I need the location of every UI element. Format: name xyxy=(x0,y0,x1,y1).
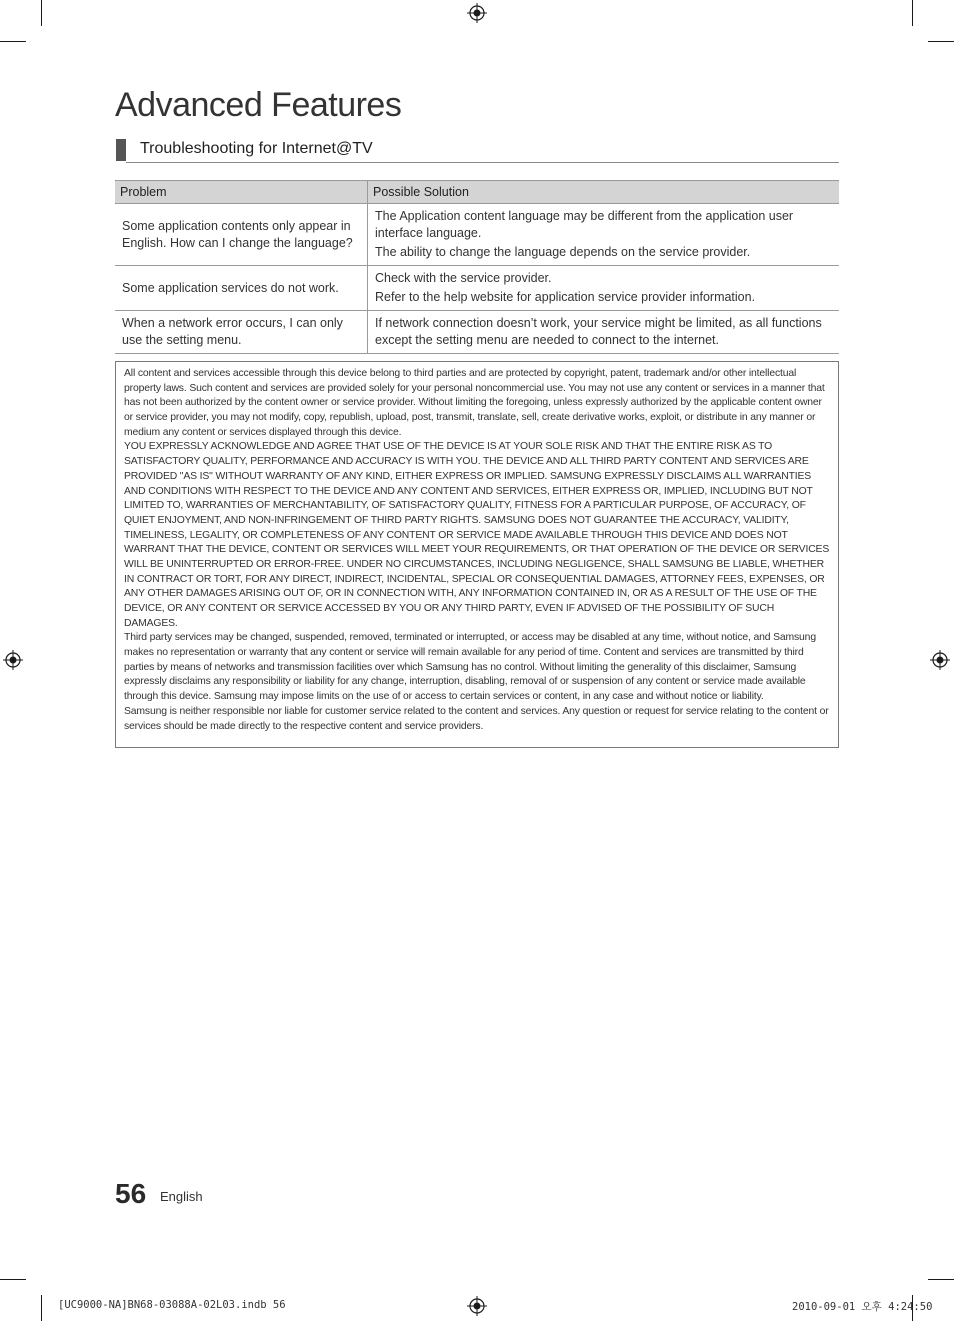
problem-cell: When a network error occurs, I can only use the setting menu. xyxy=(115,311,368,354)
registration-mark-icon xyxy=(467,3,487,23)
registration-mark-icon xyxy=(930,650,950,670)
table-row xyxy=(115,204,839,266)
solution-text: Refer to the help website for application service provider information. xyxy=(375,290,756,304)
column-header-problem: Problem xyxy=(115,181,368,204)
crop-mark-icon xyxy=(0,41,26,42)
disclaimer-paragraph: All content and services accessible through this device belong to third parties and are protected by copyright, patent, trademark and/or other intellectual property laws. Such content and services are provided solely for your personal noncommercial use. You may not use any content or services in a manner that has not been authorized by the content owner or service provider. Without limiting the foregoing, unless expressly authorized by the applicable content owner or service provider, you may not modify, copy, republish, upload, post, transmit, translate, sell, create derivative works, exploit, or distribute in any manner or medium any content or services displayed through this device. xyxy=(124,368,825,438)
problem-cell: Some application services do not work. xyxy=(115,266,368,311)
table-row xyxy=(115,266,839,311)
problem-cell: Some application contents only appear in English. How can I change the language? xyxy=(115,204,368,266)
registration-mark-icon xyxy=(467,1296,487,1316)
section-marker xyxy=(116,139,126,161)
page-title: Advanced Features xyxy=(115,86,402,124)
solution-text: If network connection doesn’t work, your service might be limited, as all functions except the setting menu are needed to connect to the internet. xyxy=(375,316,822,347)
column-header-solution: Possible Solution xyxy=(368,181,840,204)
crop-mark-icon xyxy=(912,0,913,26)
solution-cell xyxy=(368,266,840,311)
page-language: English xyxy=(160,1189,203,1204)
registration-mark-icon xyxy=(3,650,23,670)
disclaimer-paragraph: Samsung is neither responsible nor liable for customer service related to the content and services. Any question or request for service relating to the content or services should be made directly to the respective content and service providers. xyxy=(124,705,829,732)
print-timestamp: 2010-09-01 오후 4:24:50 xyxy=(792,1301,933,1313)
crop-mark-icon xyxy=(928,41,954,42)
table-header-row xyxy=(115,181,839,204)
solution-cell xyxy=(368,204,840,266)
troubleshooting-table xyxy=(115,180,839,354)
disclaimer-paragraph: YOU EXPRESSLY ACKNOWLEDGE AND AGREE THAT USE OF THE DEVICE IS AT YOUR SOLE RISK AND THAT THE ENTIRE RISK AS TO SATISFACTORY QUALITY, PERFORMANCE AND ACCURACY IS WITH YOU. THE DEVICE AND ALL THIRD PARTY CONTENT AND SERVICES ARE PROVIDED "AS IS" WITHOUT WARRANTY OF ANY KIND, EITHER EXPRESS OR IMPLIED. SAMSUNG EXPRESSLY DISCLAIMS ALL WARRANTIES AND CONDITIONS WITH RESPECT TO THE DEVICE AND ANY CONTENT AND SERVICES, EITHER EXPRESS OR, IMPLIED, INCLUDING BUT NOT LIMITED TO, WARRANTIES OF MERCHANTABILITY, OF SATISFACTORY QUALITY, FITNESS FOR A PARTICULAR PURPOSE, OF ACCURACY, OF QUIET ENJOYMENT, AND NON-INFRINGEMENT OF THIRD PARTY RIGHTS. SAMSUNG DOES NOT GUARANTEE THE ACCURACY, VALIDITY, TIMELINESS, LEGALITY, OR COMPLETENESS OF ANY CONTENT OR SERVICE MADE AVAILABLE THROUGH THIS DEVICE AND DOES NOT WARRANT THAT THE DEVICE, CONTENT OR SERVICES WILL MEET YOUR REQUIREMENTS, OR THAT OPERATION OF THE DEVICE OR SERVICES WILL BE UNINTERRUPTED OR ERROR-FREE. UNDER NO CIRCUMSTANCES, INCLUDING NEGLIGENCE, SHALL SAMSUNG BE LIABLE, WHETHER IN CONTRACT OR TORT, FOR ANY DIRECT, INDIRECT, INCIDENTAL, SPECIAL OR CONSEQUENTIAL DAMAGES, ATTORNEY FEES, EXPENSES, OR ANY OTHER DAMAGES ARISING OUT OF, OR IN CONNECTION WITH, ANY INFORMATION CONTAINED IN, OR AS A RESULT OF THE USE OF THE DEVICE, OR ANY CONTENT OR SERVICE ACCESSED BY YOU OR ANY THIRD PARTY, EVEN IF ADVISED OF THE POSSIBILITY OF SUCH DAMAGES. xyxy=(124,441,830,629)
crop-mark-icon xyxy=(41,0,42,26)
solution-text: The ability to change the language depends on the service provider. xyxy=(375,245,751,259)
table-row xyxy=(115,311,839,354)
section-divider xyxy=(126,162,839,163)
solution-text: The Application content language may be different from the application user interface language. xyxy=(375,209,794,240)
disclaimer-box xyxy=(115,361,839,748)
page-number: 56 xyxy=(115,1178,147,1209)
disclaimer-paragraph: Third party services may be changed, suspended, removed, terminated or interrupted, or access may be disabled at any time, without notice, and Samsung makes no representation or warranty that any content or service will remain available for any period of time. Content and services are transmitted by third parties by means of networks and transmission facilities over which Samsung has no control. Without limiting the generality of this disclaimer, Samsung expressly disclaims any responsibility or liability for any change, interruption, disabling, removal of or suspension of any content or service made available through this device. Samsung may impose limits on the use of or access to certain services or content, in any case and without notice or liability. xyxy=(124,632,816,703)
crop-mark-icon xyxy=(0,1279,26,1280)
solution-text: Check with the service provider. xyxy=(375,271,552,285)
solution-cell xyxy=(368,311,840,354)
crop-mark-icon xyxy=(41,1295,42,1321)
print-file-info: [UC9000-NA]BN68-03088A-02L03.indb 56 xyxy=(58,1299,286,1311)
section-title: Troubleshooting for Internet@TV xyxy=(140,140,373,157)
crop-mark-icon xyxy=(928,1279,954,1280)
